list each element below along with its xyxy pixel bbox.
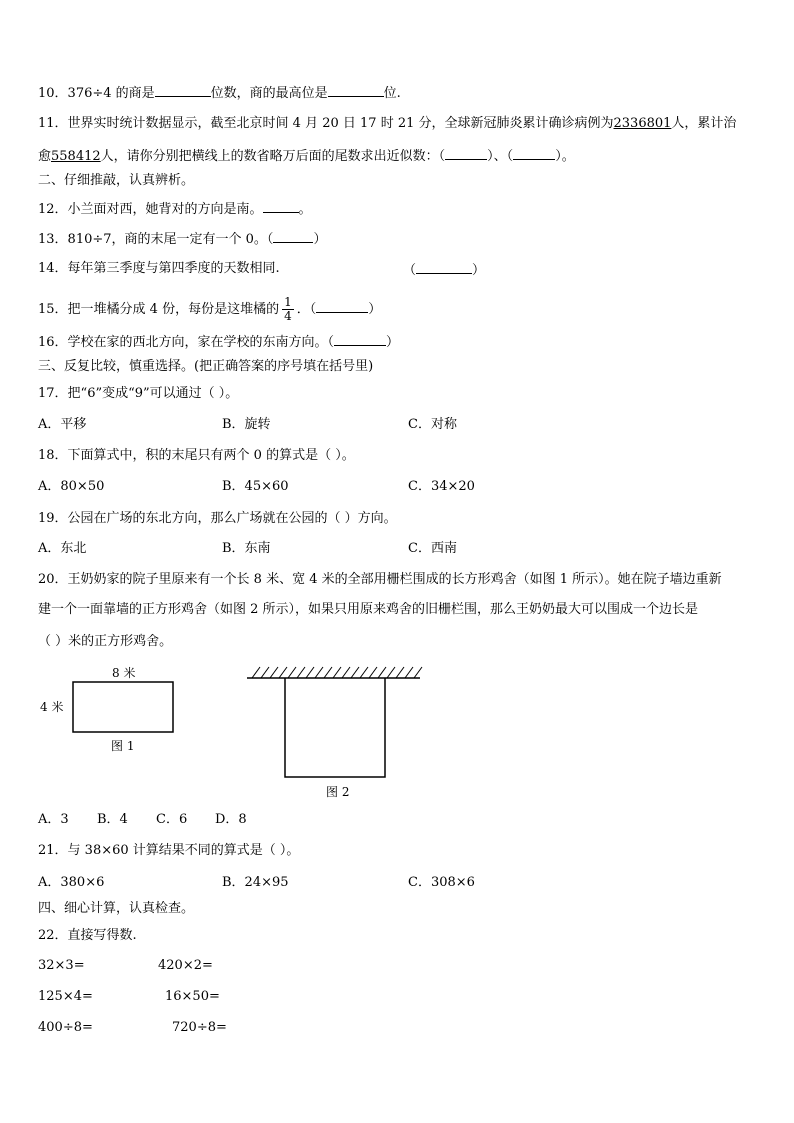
q15-blank[interactable]: [316, 300, 368, 313]
wall-hatch-line: [279, 667, 287, 678]
section-4-heading: 四、细心计算，认真检查。: [38, 901, 195, 916]
question-18: 18．下面算式中，积的末尾只有两个 0 的算式是（ ）。: [38, 448, 355, 463]
wall-hatch-line: [333, 667, 341, 678]
q10-text-a: 10．376÷4 的商是: [38, 86, 155, 101]
wall-hatch-line: [261, 667, 269, 678]
q11-text-a: 11．世界实时统计数据显示，截至北京时间 4 月 20 日 17 时 21 分，全球新冠肺炎累计确诊病例为: [38, 116, 614, 131]
q17-option-a[interactable]: A．平移: [38, 417, 87, 432]
question-15: [38, 296, 381, 323]
q16-blank[interactable]: [334, 333, 386, 346]
q13-end: ）: [313, 232, 327, 247]
wall-hatch-line: [387, 667, 395, 678]
q20-option-b[interactable]: B．4: [97, 812, 128, 827]
q13-blank[interactable]: [273, 230, 313, 243]
wall-hatch-line: [414, 667, 422, 678]
q14-answer: [403, 261, 485, 279]
q11-text-c: 愈: [38, 149, 52, 164]
q11-confirmed-number: 2336801: [613, 116, 672, 131]
q19-option-a[interactable]: A．东北: [38, 541, 87, 556]
q15-fraction: [282, 296, 294, 323]
fraction-numerator: 1: [284, 295, 292, 309]
q13-text: 13．810÷7，商的末尾一定有一个 0。（: [38, 232, 274, 247]
q11-text-f: ）。: [555, 149, 575, 164]
q11-blank-2[interactable]: [513, 147, 555, 160]
question-20-line-1: 20．王奶奶家的院子里原来有一个长 8 米、宽 4 米的全部用栅栏围成的长方形鸡舍（如图 1 所示）。她在院子墙边重新: [38, 572, 722, 587]
q12-end: 。: [298, 202, 312, 217]
question-12: [38, 200, 312, 218]
q14-text: 14．每年第三季度与第四季度的天数相同.: [38, 261, 280, 276]
q16-end: ）: [386, 335, 400, 350]
wall-hatch-line: [315, 667, 323, 678]
wall-hatch-line: [369, 667, 377, 678]
wall-hatch-line: [351, 667, 359, 678]
question-19: 19．公园在广场的东北方向，那么广场就在公园的（ ）方向。: [38, 511, 397, 526]
wall-hatch-line: [324, 667, 332, 678]
q14-blank[interactable]: [416, 261, 472, 274]
q18-option-c[interactable]: C．34×20: [408, 479, 475, 494]
question-20-line-3: （ ）米的正方形鸡舍。: [38, 634, 173, 649]
wall-hatch-line: [342, 667, 350, 678]
question-20-line-2: 建一个一面靠墙的正方形鸡舍（如图 2 所示），如果只用原来鸡舍的旧栅栏围，那么王奶奶最大可以围成一个边长是: [38, 602, 699, 617]
q22-item-4: 16×50=: [165, 989, 220, 1004]
q10-text-c: 位.: [383, 86, 401, 101]
q21-option-a[interactable]: A．380×6: [38, 875, 105, 890]
wall-hatch-line: [306, 667, 314, 678]
q11-cured-number: 558412: [51, 149, 101, 164]
fig1-length-label: 8 米: [112, 666, 136, 680]
q20-option-d[interactable]: D．8: [215, 812, 247, 827]
q15-paren-open: ．（: [296, 302, 317, 317]
question-14: [38, 261, 280, 277]
wall-hatch-line: [378, 667, 386, 678]
q12-blank[interactable]: [263, 200, 299, 213]
question-17: 17．把“6”变成“9”可以通过（ ）。: [38, 386, 239, 401]
q19-option-b[interactable]: B．东南: [222, 541, 271, 556]
q22-item-5: 400÷8=: [38, 1020, 93, 1035]
q22-item-6: 720÷8=: [172, 1020, 227, 1035]
q22-item-1: 32×3=: [38, 958, 85, 973]
section-3-heading: 三、反复比较，慎重选择。(把正确答案的序号填在括号里): [38, 359, 374, 374]
q10-blank-2[interactable]: [328, 84, 384, 97]
q22-item-3: 125×4=: [38, 989, 93, 1004]
q18-option-a[interactable]: A．80×50: [38, 479, 105, 494]
fraction-denominator: 4: [284, 309, 292, 323]
q11-text-b: 人，累计治: [671, 116, 737, 131]
wall-hatch-line: [297, 667, 305, 678]
fig1-caption: 图 1: [111, 739, 135, 753]
question-22: 22．直接写得数.: [38, 928, 137, 943]
question-21: 21．与 38×60 计算结果不同的算式是（ ）。: [38, 843, 300, 858]
q20-option-a[interactable]: A．3: [38, 812, 69, 827]
q11-text-e: ）、（: [487, 149, 514, 164]
q10-blank-1[interactable]: [155, 84, 211, 97]
wall-hatch-line: [288, 667, 296, 678]
q22-item-2: 420×2=: [158, 958, 213, 973]
q11-text-d: 人，请你分别把横线上的数省略万后面的尾数求出近似数：（: [100, 149, 446, 164]
q17-option-b[interactable]: B．旋转: [222, 417, 271, 432]
question-16: [38, 333, 399, 351]
wall-hatch-line: [252, 667, 260, 678]
wall-hatch-line: [405, 667, 413, 678]
q20-option-c[interactable]: C．6: [156, 812, 188, 827]
wall-hatch-line: [270, 667, 278, 678]
question-10: [38, 84, 401, 102]
section-2-heading: 二、仔细推敲，认真辨析。: [38, 173, 195, 188]
q21-option-b[interactable]: B．24×95: [222, 875, 289, 890]
question-11-line-2: [38, 147, 575, 165]
question-11-line-1: [38, 116, 736, 132]
question-13: [38, 230, 326, 248]
q11-blank-1[interactable]: [445, 147, 487, 160]
q12-text: 12．小兰面对西，她背对的方向是南。: [38, 202, 263, 217]
wall-hatch-line: [396, 667, 404, 678]
q15-text: 15．把一堆橘分成 4 份，每份是这堆橘的: [38, 302, 280, 317]
q15-paren-close: ）: [368, 302, 382, 317]
q10-text-b: 位数，商的最高位是: [210, 86, 328, 101]
q14-paren-close: ）: [472, 263, 486, 278]
q14-paren-open: （: [403, 263, 417, 278]
fig2-caption: 图 2: [326, 785, 350, 799]
fig1-width-label: 4 米: [40, 700, 64, 714]
q17-option-c[interactable]: C．对称: [408, 417, 457, 432]
q21-option-c[interactable]: C．308×6: [408, 875, 475, 890]
q19-option-c[interactable]: C．西南: [408, 541, 457, 556]
q16-text: 16．学校在家的西北方向，家在学校的东南方向。（: [38, 335, 335, 350]
q18-option-b[interactable]: B．45×60: [222, 479, 289, 494]
wall-hatch-line: [360, 667, 368, 678]
